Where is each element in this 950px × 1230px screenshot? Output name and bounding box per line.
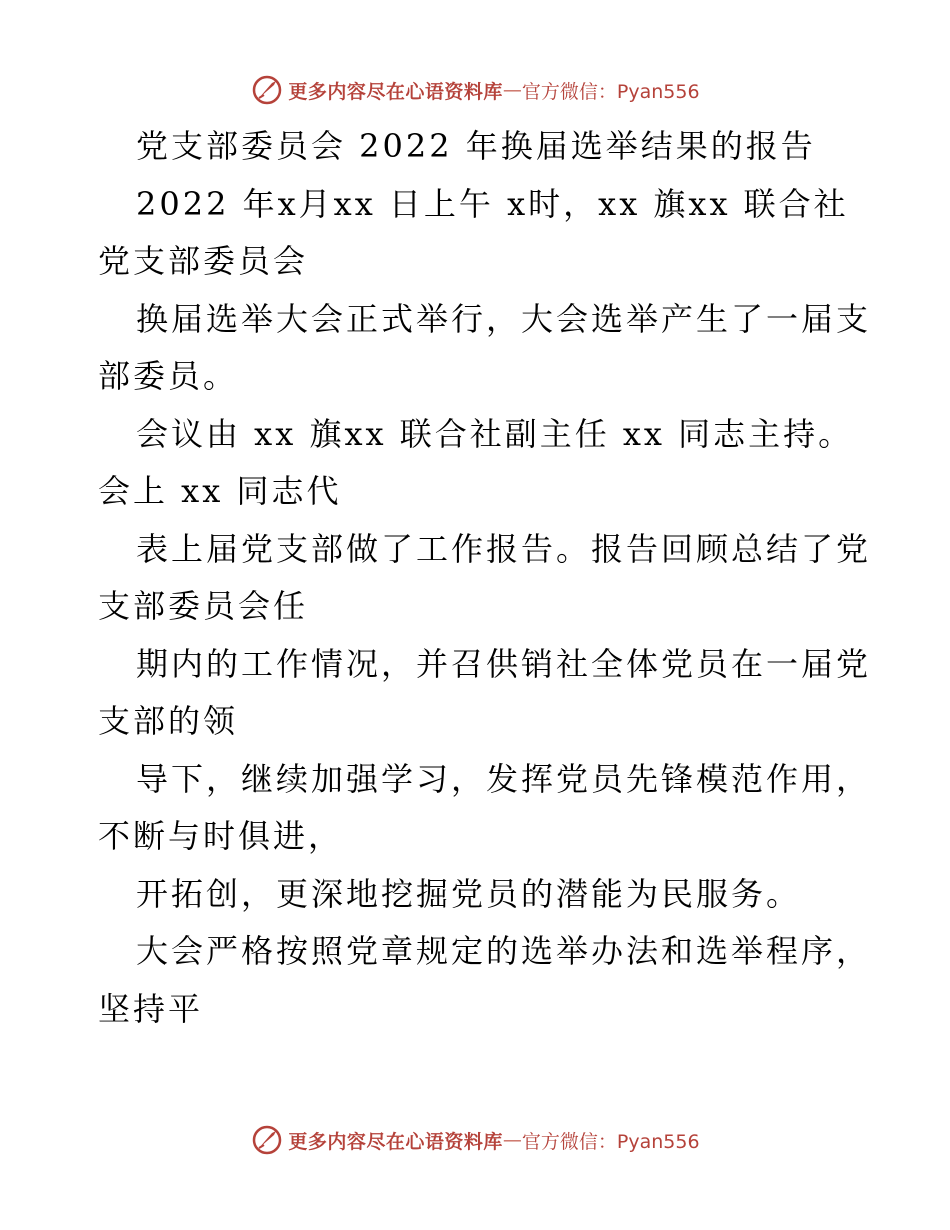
banner-main-text: 更多内容尽在心语资料库 [288,1130,503,1153]
header-watermark-banner [0,70,950,110]
document-body [98,118,872,1038]
paragraph-line: 支部的领 [98,702,239,740]
banner-separator: — [502,1129,522,1151]
paragraph-line: 大会严格按照党章规定的选举办法和选举程序， [136,932,872,970]
paragraph-line: 表上届党支部做了工作报告。报告回顾总结了党 [136,529,872,568]
paragraph-line: 开拓创，更深地挖掘党员的潜能为民服务。 [136,874,802,913]
paragraph-line: 换届选举大会正式举行，大会选举产生了一届支 [136,299,872,338]
paragraph-line: 党支部委员会 [98,242,309,280]
paragraph-line: 坚持平 [98,989,204,1028]
paragraph-line: 会议由 xx 旗xx 联合社副主任 xx 同志主持。 [136,414,854,453]
paragraph-line: 导下，继续加强学习，发挥党员先锋模范作用， [136,759,872,798]
paragraph-line: 不断与时俱进， [98,817,344,855]
banner-wechat-text: 官方微信：Pyan556 [521,1130,700,1153]
document-title: 党支部委员会 2022 年换届选举结果的报告 [136,127,816,165]
banner-wechat-text: 官方微信：Pyan556 [521,80,700,103]
paragraph-line: 期内的工作情况，并召供销社全体党员在一届党 [136,644,872,683]
quill-pen-circle-icon [250,1123,284,1157]
paragraph-line: 会上 xx 同志代 [98,472,342,510]
footer-watermark-banner [0,1120,950,1160]
banner-separator: — [502,79,522,101]
paragraph-line: 2022 年x月xx 日上午 x时，xx 旗xx 联合社 [136,184,849,223]
quill-pen-circle-icon [250,73,284,107]
banner-main-text: 更多内容尽在心语资料库 [288,80,503,103]
paragraph-line: 部委员。 [98,357,239,395]
paragraph-line: 支部委员会任 [98,587,309,625]
